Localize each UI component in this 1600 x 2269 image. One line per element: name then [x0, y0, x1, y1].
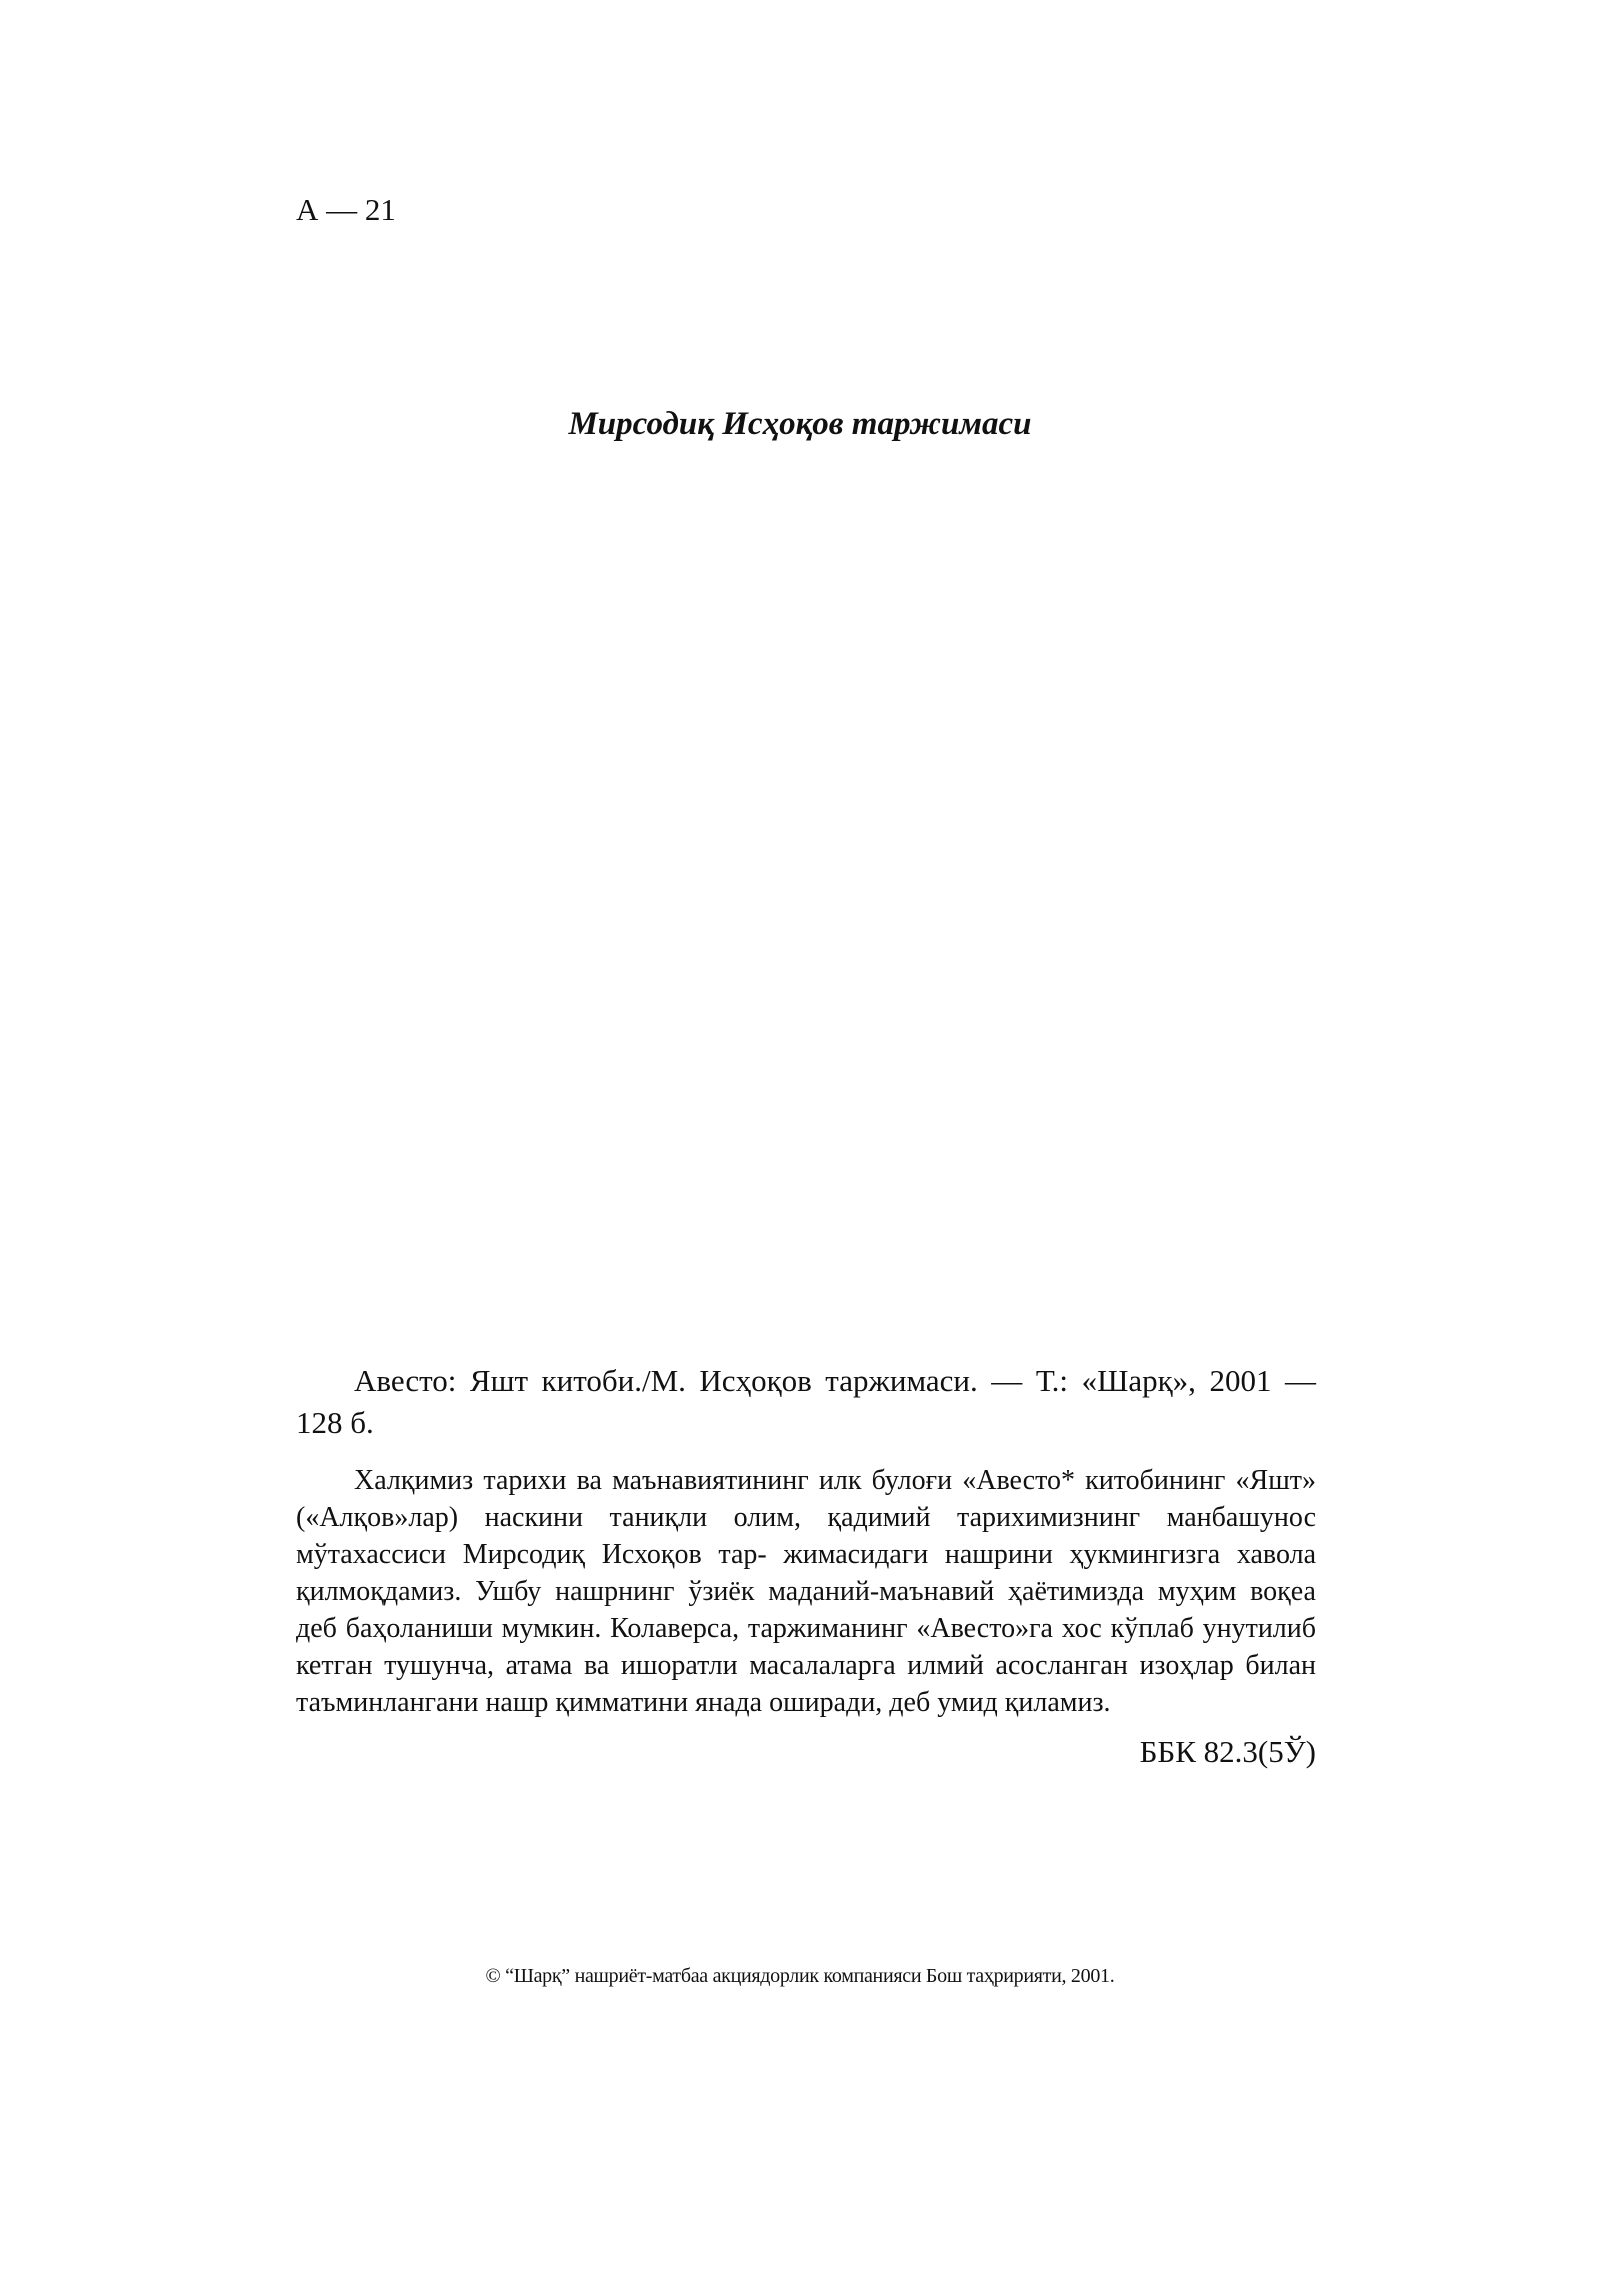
bibliographic-block: [296, 1360, 1316, 1773]
copyright-notice: © “Шарқ” нашриёт-матбаа акциядорлик компанияси Бош таҳририяти, 2001.: [485, 1965, 1115, 1987]
bibliographic-citation: Авесто: Яшт китоби./М. Исҳоқов таржимаси. — Т.: «Шарқ», 2001 — 128 б.: [296, 1363, 1316, 1440]
translator-credit: Мирсодиқ Исҳоқов таржимаси: [568, 406, 1032, 442]
book-annotation: Халқимиз тарихи ва маънавиятининг илк булоғи «Авесто* китобининг «Яшт» («Алқов»лар) наскини таниқли олим, қадимий тарихимизнинг манбашунос мўтахассиси Мирсодиқ Исхоқов тар- жимасидаги нашрини ҳукмингизга хавола қилмоқдамиз. Ушбу нашрнинг ўзиёк маданий-маънавий ҳаётимизда муҳим воқеа деб баҳоланиши мумкин. Колаверса, таржиманинг «Авесто»га хос кўплаб унутилиб кетган тушунча, атама ва ишоратли масалаларга илмий асосланган изоҳлар билан таъминлангани нашр қимматини янада оширади, деб умид қиламиз.: [296, 1465, 1316, 1718]
bbk-classification: ББК 82.3(5Ў): [1139, 1734, 1316, 1769]
catalog-index-code: А — 21: [296, 192, 396, 227]
